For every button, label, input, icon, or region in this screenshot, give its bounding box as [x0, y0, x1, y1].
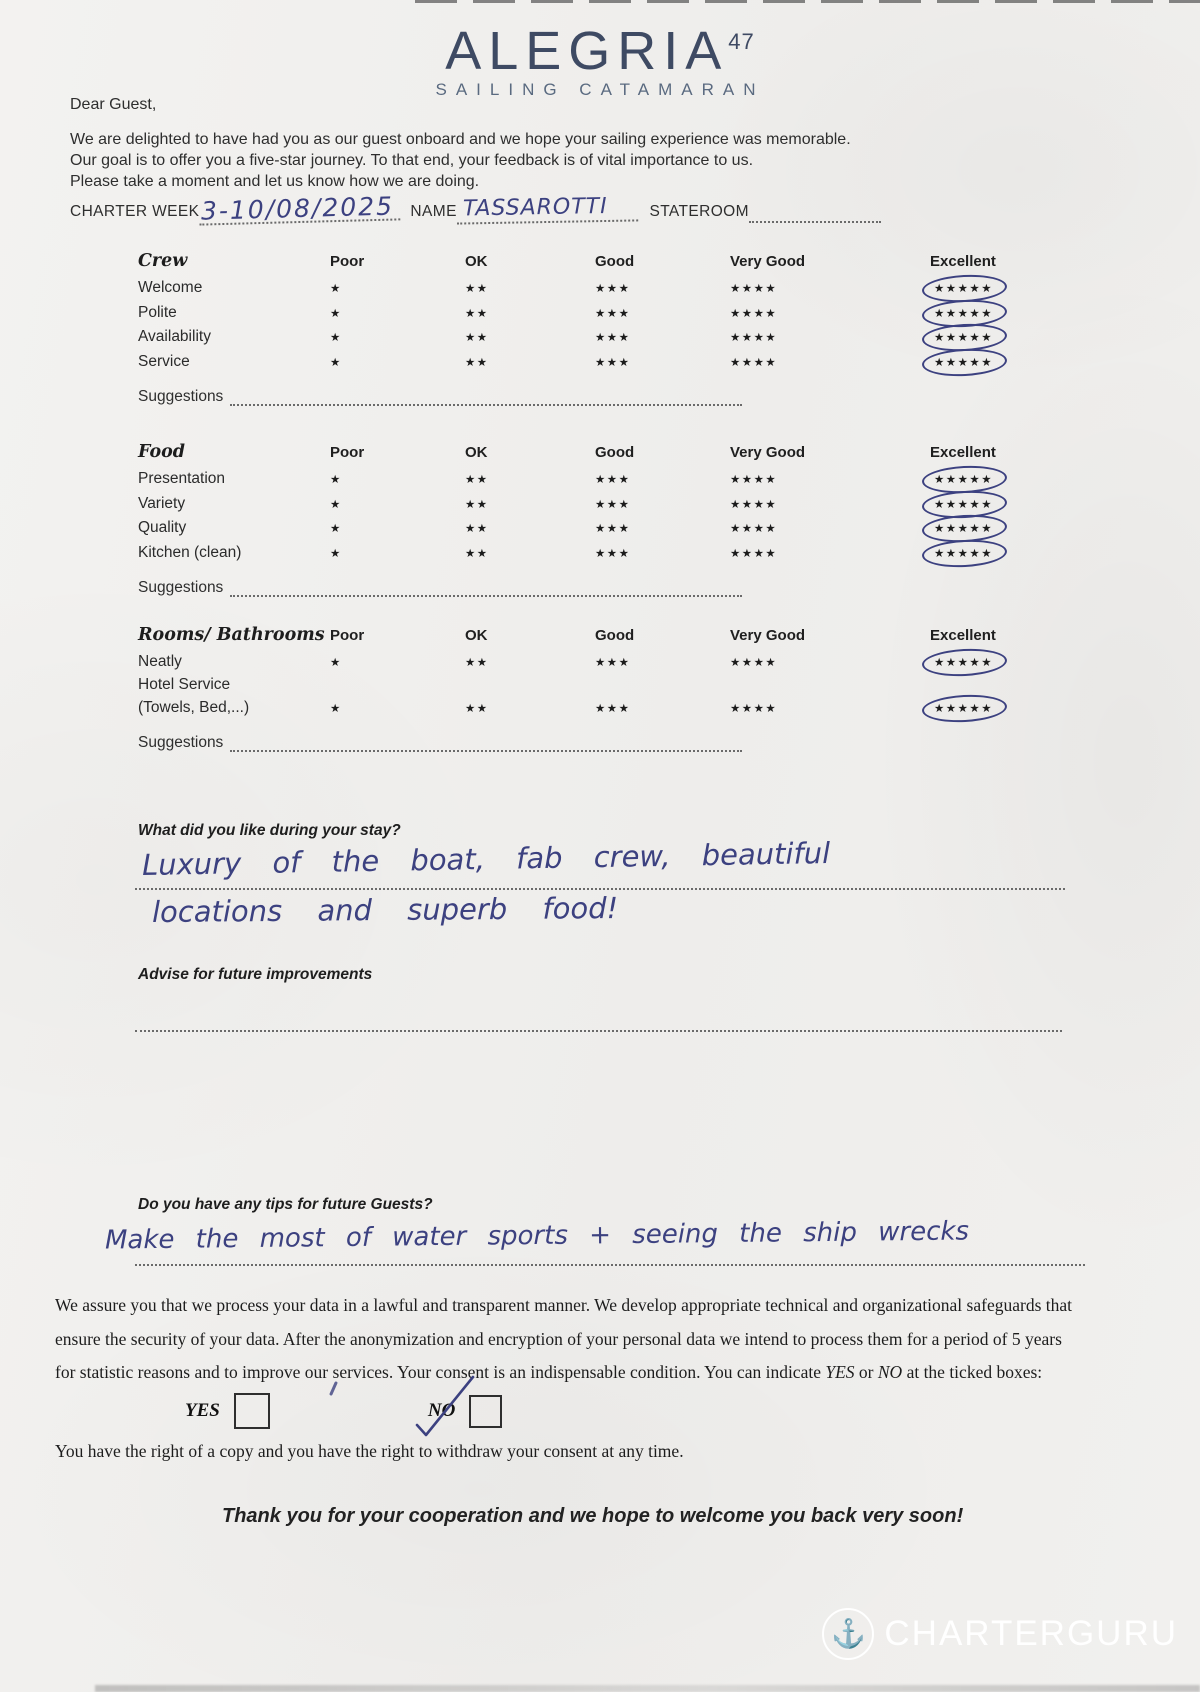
star-option-5[interactable]: [930, 654, 1050, 670]
scale-header: OK: [465, 443, 488, 461]
star-option-1[interactable]: ★: [330, 307, 342, 320]
question-improvements-label: Advise for future improvements: [138, 966, 373, 983]
charter-week-value[interactable]: 3-10/08/2025: [199, 193, 401, 225]
rights-statement: You have the right of a copy and you have the right to withdraw your consent at any time.: [55, 1441, 684, 1461]
name-value[interactable]: TASSAROTTI: [457, 195, 638, 224]
row-label: Hotel Service: [138, 676, 231, 693]
star-option-1[interactable]: ★: [330, 547, 342, 560]
scale-header: Excellent: [930, 626, 996, 644]
star-option-1[interactable]: ★: [330, 702, 342, 715]
closing-message: Thank you for your cooperation and we hope to welcome you back very soon!: [222, 1505, 964, 1527]
scan-bottom-edge-artifact: [95, 1685, 1200, 1692]
star-option-1[interactable]: ★: [330, 523, 342, 536]
star-option-2[interactable]: ★★: [465, 283, 489, 296]
star-option-5[interactable]: [930, 354, 1050, 370]
food-rating-section: [138, 437, 1148, 597]
row-label: Polite: [138, 303, 177, 321]
consent-choice-row: [185, 1393, 502, 1429]
section-title: Rooms/ Bathrooms: [138, 625, 325, 645]
consent-line-3: for statistic reasons and to improve our services. Your consent is an indispensable condition. You can indicate YES or NO at the ticked boxes:: [55, 1362, 1043, 1382]
star-option-2[interactable]: ★★: [465, 523, 489, 536]
intro-line-2: Our goal is to offer you a five-star journey. To that end, your feedback is of vital importance to us.: [70, 152, 754, 169]
watermark-text: CHARTERGURU: [884, 1614, 1178, 1653]
star-option-2[interactable]: ★★: [465, 547, 489, 560]
yes-checkbox[interactable]: [234, 1393, 270, 1429]
selected-rating-circle: ★★★★★: [930, 654, 997, 670]
star-option-5[interactable]: [930, 329, 1050, 345]
star-option-1[interactable]: ★: [330, 283, 342, 296]
star-option-5[interactable]: [930, 471, 1050, 487]
suggestions-label: Suggestions: [138, 734, 224, 751]
star-option-5[interactable]: [930, 700, 1050, 716]
no-checkbox[interactable]: [469, 1395, 502, 1428]
row-label: Service: [138, 352, 190, 370]
rooms-rating-section: [138, 620, 1148, 752]
star-option-1[interactable]: ★: [330, 657, 342, 670]
scale-header: Good: [595, 626, 635, 644]
scale-header: Very Good: [730, 626, 806, 644]
star-option-4[interactable]: ★★★★: [730, 332, 778, 345]
star-option-5[interactable]: [930, 496, 1050, 512]
star-option-2[interactable]: ★★: [465, 332, 489, 345]
row-label: Quality: [138, 519, 187, 537]
section-title: Food: [138, 442, 186, 462]
section-title: Crew: [138, 251, 188, 271]
suggestions-input-line[interactable]: [230, 736, 742, 752]
tips-answer-text[interactable]: Make the most of water sports + seeing the ship wrecks: [104, 1216, 970, 1256]
star-option-3[interactable]: ★★★: [595, 498, 631, 511]
star-option-5[interactable]: [930, 545, 1050, 561]
star-option-4[interactable]: ★★★★: [730, 283, 778, 296]
anchor-icon: ⚓: [822, 1608, 874, 1660]
row-label: Neatly: [138, 653, 182, 671]
consent-line-1: We assure you that we process your data in a lawful and transparent manner. We develop appropriate technical and organizational safeguards that: [55, 1295, 1072, 1315]
suggestions-input-line[interactable]: [230, 581, 742, 597]
star-option-1[interactable]: ★: [330, 474, 342, 487]
scale-header: Good: [595, 443, 635, 461]
selected-rating-circle: ★★★★★: [930, 280, 997, 296]
liked-answer-line-1[interactable]: Luxury of the boat, fab crew, beautiful: [141, 835, 831, 883]
selected-rating-circle: ★★★★★: [930, 329, 997, 345]
charter-week-label: CHARTER WEEK: [70, 203, 200, 220]
star-option-3[interactable]: ★★★: [595, 332, 631, 345]
suggestions-label: Suggestions: [138, 388, 224, 405]
greeting: Dear Guest,: [70, 96, 157, 113]
scale-header: OK: [465, 252, 488, 270]
brand-number: 47: [728, 29, 755, 54]
star-option-4[interactable]: ★★★★: [730, 307, 778, 320]
row-label: (Towels, Bed,...): [138, 698, 250, 716]
intro-line-1: We are delighted to have had you as our guest onboard and we hope your sailing experience was memorable.: [70, 131, 851, 148]
star-option-3[interactable]: ★★★: [595, 523, 631, 536]
stateroom-input-line[interactable]: [749, 203, 881, 223]
scale-header: OK: [465, 626, 488, 644]
crew-rating-section: [138, 246, 1148, 406]
brand-name: ALEGRIA: [445, 21, 729, 81]
star-option-4[interactable]: ★★★★: [730, 474, 778, 487]
scale-header: Good: [595, 252, 635, 270]
charter-info-line: [70, 191, 881, 226]
scale-header: Very Good: [730, 443, 806, 461]
alegria-logo: [0, 21, 1200, 100]
scale-header: Excellent: [930, 252, 996, 270]
star-option-4[interactable]: ★★★★: [730, 523, 778, 536]
intro-line-3: Please take a moment and let us know how we are doing.: [70, 173, 480, 190]
scale-header: Poor: [330, 626, 365, 644]
star-option-3[interactable]: ★★★: [595, 283, 631, 296]
star-option-2[interactable]: ★★: [465, 498, 489, 511]
star-option-4[interactable]: ★★★★: [730, 657, 778, 670]
liked-answer-line-2[interactable]: locations and superb food!: [151, 890, 619, 930]
star-option-5[interactable]: [930, 280, 1050, 296]
star-option-3[interactable]: ★★★: [595, 547, 631, 560]
star-option-4[interactable]: ★★★★: [730, 498, 778, 511]
name-label: NAME: [410, 203, 457, 220]
star-option-4[interactable]: ★★★★: [730, 702, 778, 715]
tips-answer-line[interactable]: [135, 1262, 1085, 1266]
consent-line-2: ensure the security of your data. After the anonymization and encryption of your personal data we intend to process them for a period of 5 years: [55, 1328, 1062, 1349]
star-option-1[interactable]: ★: [330, 356, 342, 369]
star-option-4[interactable]: ★★★★: [730, 547, 778, 560]
selected-rating-circle: ★★★★★: [930, 520, 997, 536]
selected-rating-circle: ★★★★★: [930, 700, 997, 716]
row-label: Kitchen (clean): [138, 543, 242, 561]
scan-top-edge-artifact: [415, 0, 1200, 3]
row-label: Welcome: [138, 279, 203, 297]
star-option-4[interactable]: ★★★★: [730, 356, 778, 369]
star-option-2[interactable]: ★★: [465, 702, 489, 715]
question-liked-label: What did you like during your stay?: [138, 822, 401, 839]
row-label: Availability: [138, 328, 211, 346]
chartguru-watermark: [822, 1608, 1178, 1660]
yes-label: YES: [185, 1400, 220, 1421]
suggestions-input-line[interactable]: [230, 390, 742, 406]
star-option-2[interactable]: ★★: [465, 657, 489, 670]
star-option-2[interactable]: ★★: [465, 356, 489, 369]
star-option-3[interactable]: ★★★: [595, 702, 631, 715]
star-option-2[interactable]: ★★: [465, 307, 489, 320]
intro-paragraph: [70, 129, 851, 192]
selected-rating-circle: ★★★★★: [930, 471, 997, 487]
scale-header: Excellent: [930, 443, 996, 461]
row-label: Presentation: [138, 470, 226, 488]
star-option-5[interactable]: [930, 520, 1050, 536]
data-consent-paragraph: [55, 1295, 1155, 1396]
star-option-3[interactable]: ★★★: [595, 356, 631, 369]
brand-tagline: SAILING CATAMARAN: [435, 80, 765, 99]
row-label: Variety: [138, 494, 186, 512]
suggestions-label: Suggestions: [138, 579, 224, 596]
star-option-1[interactable]: ★: [330, 332, 342, 345]
selected-rating-circle: ★★★★★: [930, 305, 997, 321]
star-option-5[interactable]: [930, 305, 1050, 321]
star-option-3[interactable]: ★★★: [595, 307, 631, 320]
selected-rating-circle: ★★★★★: [930, 496, 997, 512]
selected-rating-circle: ★★★★★: [930, 545, 997, 561]
star-option-1[interactable]: ★: [330, 498, 342, 511]
question-tips-label: Do you have any tips for future Guests?: [138, 1196, 433, 1213]
scale-header: Very Good: [730, 252, 806, 270]
scale-header: Poor: [330, 252, 365, 270]
answer-line-1[interactable]: [135, 886, 1065, 890]
improvements-answer-line[interactable]: [135, 1028, 1062, 1032]
stateroom-label: STATEROOM: [649, 203, 749, 220]
star-option-3[interactable]: ★★★: [595, 657, 631, 670]
no-label: NO: [427, 1400, 456, 1421]
scale-header: Poor: [330, 443, 365, 461]
star-option-3[interactable]: ★★★: [595, 474, 631, 487]
star-option-2[interactable]: ★★: [465, 474, 489, 487]
selected-rating-circle: ★★★★★: [930, 354, 997, 370]
